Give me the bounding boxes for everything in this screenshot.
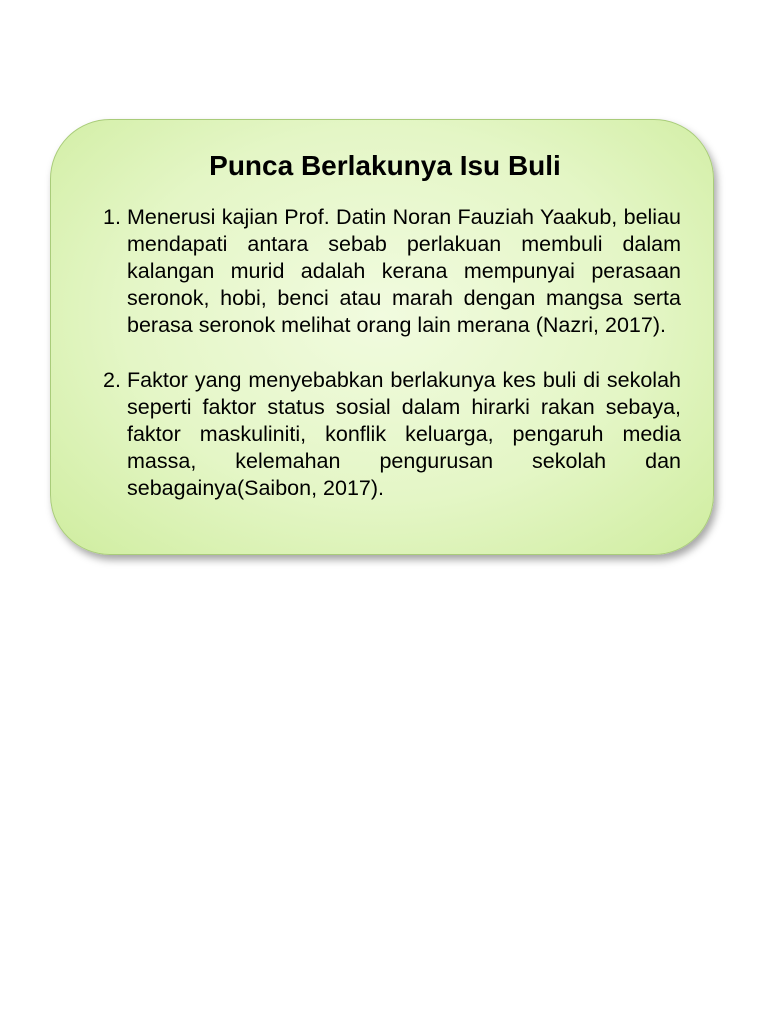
rounded-text-card (50, 119, 714, 555)
list-item-text: Faktor yang menyebabkan berlakunya kes buli di sekolah seperti faktor status sosial dalam hirarki rakan sebaya, faktor maskuliniti, konflik keluarga, pengaruh media massa, kelemahan pengurusan sekolah dan sebagainya(Saibon, 2017). (127, 368, 681, 500)
list-item (103, 204, 681, 339)
cause-list (103, 204, 681, 502)
list-item (103, 367, 681, 502)
list-item-number: 2. (103, 368, 121, 392)
card-title: Punca Berlakunya Isu Buli (209, 150, 561, 181)
list-item-number: 1. (103, 205, 121, 229)
list-item-text: Menerusi kajian Prof. Datin Noran Fauziah Yaakub, beliau mendapati antara sebab perlakuan membuli dalam kalangan murid adalah kerana mempunyai perasaan seronok, hobi, benci atau marah dengan mangsa serta berasa seronok melihat orang lain merana (Nazri, 2017). (127, 205, 681, 337)
